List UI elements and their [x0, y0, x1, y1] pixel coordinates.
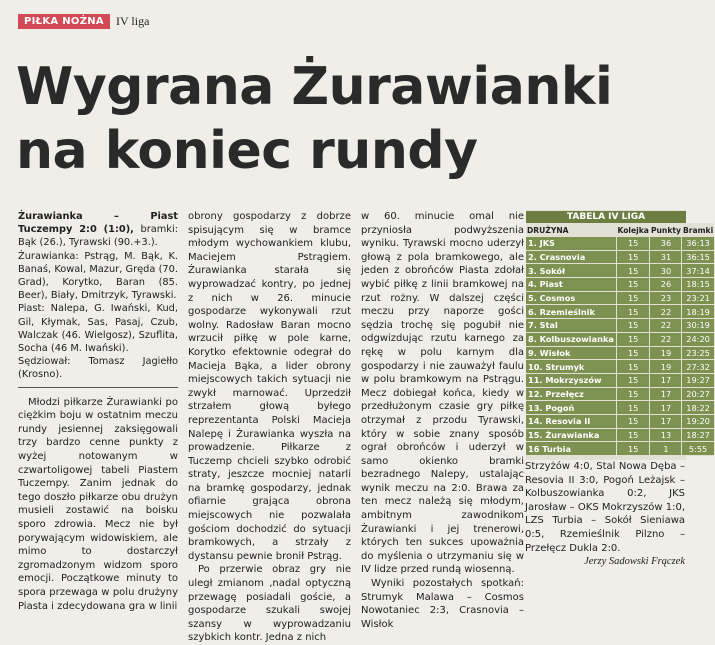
table-cell-points: 22 — [650, 305, 682, 319]
table-cell-team: 14. Resovia II — [526, 414, 616, 428]
table-cell-team: 8. Kolbuszowianka — [526, 332, 616, 346]
table-cell-points: 19 — [650, 360, 682, 374]
table-cell-team: 3. Sokół — [526, 264, 616, 278]
table-cell-goals: 19:20 — [682, 414, 714, 428]
table-cell-team: 1. JKS — [526, 237, 616, 250]
league-tag: IV liga — [115, 14, 150, 28]
header-team: DRUŻYNA — [526, 223, 616, 237]
header-goals: Bramki — [682, 223, 714, 237]
table-cell-goals: 18:15 — [682, 278, 714, 292]
article-text-2: obrony gospodarzy z dobrze spisującym się w bramce młodym wychowankiem klubu, Maciejem Pstrągiem. Żurawianka starała się wyprowadzać kontry, po jednej z nich w 26. minucie gospodarze wykonywali rzut wolny. Radosław Baran mocno wrzucił piłkę w pole karne, Korytko efektownie odegrał do Macieja Bąka, a lider obrony miejscowych takich sytuacji nie zwykł marnować. Uprzedził strzałem głową byłego reprezentanta Polski Macieja Nalepę i Żurawianka wyszła na prowadzenie. Piłkarze z Tuczemp chcieli szybko odrobić straty, jeszcze mocniej natarli na bramkę gospodarzy, jednak ofiarnie grająca obrona miejscowych nie pozwalała gościom dochodzić do sytuacji bramkowych, a strzały z dystansu pewnie bronił Pstrąg. — [188, 211, 351, 562]
section-tag: PIŁKA NOŻNA — [18, 14, 110, 29]
table-cell-goals: 5:55 — [682, 442, 714, 456]
table-cell-points: 19 — [650, 346, 682, 360]
table-cell-points: 13 — [650, 428, 682, 442]
table-cell-team: 6. Rzemieślnik — [526, 305, 616, 319]
lineup-separator — [18, 387, 178, 388]
header-points: Punkty — [650, 223, 682, 237]
headline — [16, 55, 686, 183]
table-cell-team: 15. Żurawianka — [526, 428, 616, 442]
match-score: Żurawianka – Piast Tuczempy 2:0 (1:0), — [18, 211, 178, 236]
headline-line-2: na koniec rundy — [16, 121, 478, 181]
table-cell-games: 15 — [616, 428, 650, 442]
table-cell-points: 17 — [650, 414, 682, 428]
headline-line-1: Wygrana Żurawianki — [16, 57, 613, 117]
other-results — [525, 460, 685, 569]
table-cell-goals: 37:14 — [682, 264, 714, 278]
article-column-3 — [361, 210, 524, 630]
article-column-1 — [18, 210, 178, 612]
table-cell-games: 15 — [616, 442, 650, 456]
table-cell-team: 16 Turbia — [526, 442, 616, 456]
table-cell-points: 1 — [650, 442, 682, 456]
table-cell-goals: 36:15 — [682, 250, 714, 264]
table-cell-team: 4. Piast — [526, 278, 616, 292]
match-result — [18, 210, 178, 250]
table-cell-team: 2. Crasnovia — [526, 250, 616, 264]
table-cell-games: 15 — [616, 414, 650, 428]
table-cell-games: 15 — [616, 346, 650, 360]
table-cell-points: 22 — [650, 319, 682, 333]
table-cell-points: 26 — [650, 278, 682, 292]
table-cell-games: 15 — [616, 387, 650, 401]
league-table-title: TABELA IV LIGA — [526, 211, 686, 223]
table-cell-games: 15 — [616, 237, 650, 250]
table-cell-points: 31 — [650, 250, 682, 264]
author-signature: Jerzy Sadowski Frączek — [584, 556, 685, 568]
table-cell-team: 9. Wisłok — [526, 346, 616, 360]
table-cell-points: 36 — [650, 237, 682, 250]
article-text-1: Młodzi piłkarze Żurawianki po ciężkim boju w ostatnim meczu rundy jesiennej zaksięgowali trzy bardzo cenne punkty z wyżej notowanym w czwartoligowej tabeli Piastem Tuczempy. Zanim jednak do tego doszło piłkarze obu drużyn musieli zostawić na boisku sporo zdrowia. Mecz nie był porywającym widowiskiem, ale mimo to dostarczył zgromadzonym widzom sporo emocji. Początkowe minuty to spora przewaga w polu drużyny Piasta i zdecydowana gra w linii — [18, 396, 178, 612]
table-cell-games: 15 — [616, 332, 650, 346]
table-cell-goals: 36:13 — [682, 237, 714, 250]
table-cell-goals: 18:19 — [682, 305, 714, 319]
table-cell-goals: 18:22 — [682, 401, 714, 415]
table-cell-goals: 20:27 — [682, 387, 714, 401]
table-cell-goals: 24:20 — [682, 332, 714, 346]
table-cell-points: 17 — [650, 373, 682, 387]
article-text-3b: Wyniki pozostałych spotkań: Strumyk Malawa – Cosmos Nowotaniec 2:3, Crasnovia – Wisłok — [361, 578, 524, 630]
table-cell-goals: 19:27 — [682, 373, 714, 387]
table-cell-games: 15 — [616, 305, 650, 319]
table-cell-games: 15 — [616, 373, 650, 387]
home-lineup: Żurawianka: Pstrąg, M. Bąk, K. Banaś, Kowal, Mazur, Gręda (70. Grad), Korytko, Baran (85. Beer), Biały, Dmitrzyk, Tyrawski. — [18, 250, 178, 302]
table-cell-team: 12. Przełęcz — [526, 387, 616, 401]
article-column-4 — [525, 210, 685, 568]
match-scorers: bramki: Bąk (26.), Tyrawski (90.+3.). — [18, 224, 178, 249]
header-games: Kolejka — [616, 223, 650, 237]
section-header — [18, 14, 149, 29]
referee: Sędziował: Tomasz Jagiełło (Krosno). — [18, 356, 178, 381]
table-cell-points: 22 — [650, 332, 682, 346]
table-cell-team: 13. Pogoń — [526, 401, 616, 415]
table-cell-games: 15 — [616, 401, 650, 415]
table-cell-goals: 27:32 — [682, 360, 714, 374]
table-cell-team: 11. Mokrzyszów — [526, 373, 616, 387]
table-cell-games: 15 — [616, 250, 650, 264]
table-cell-games: 15 — [616, 360, 650, 374]
table-cell-team: 5. Cosmos — [526, 291, 616, 305]
table-cell-goals: 23:21 — [682, 291, 714, 305]
article-text-2b: Po przerwie obraz gry nie uległ zmianom ,nadal optyczną przewagę posiadali goście, a gospodarze szukali swojej szansy w wyprowadzaniu szybkich kontr. Jedna z nich — [188, 564, 351, 644]
article-text-4: Strzyżów 4:0, Stal Nowa Dęba – Resovia II 3:0, Pogoń Leżajsk – Kolbuszowianka 0:2, JKS Jarosław – OKS Mokrzyszów 1:0, LZS Turbia – Sokół Sieniawa 0:5, Rzemieślnik Pilzno – Przełęcz Dukla 2:0. — [525, 461, 685, 554]
table-cell-games: 15 — [616, 319, 650, 333]
table-cell-goals: 23:25 — [682, 346, 714, 360]
article-text-3: w 60. minucie omal nie przyniosła podwyższenia wyniku. Tyrawski mocno uderzył głową z pola bramkowego, ale jeden z obrońców Piasta zdołał wybić piłkę z linii bramkowej na rzut rożny. W dalszej części meczu przy naporze gości sędzia trochę się pogubił nie odgwizdując rzutu karnego za rękę w polu karnym dla gospodarzy i nie zauważył faulu w polu bramkowym na Pstrągu. Mecz dobiegał końca, kiedy w przedłużonym czasie gry piłkę otrzymał z przodu Tyrawski, który w sobie znany sposób ograł obrońców i uderzył w samo okienko bramki bezradnego Nalepy, ustalając wynik meczu na 2:0. Brawa za ten mecz należą się młodym, ambitnym zawodnikom Żurawianki i jej trenerowi, których ten sukces upoważnia do myślenia o utrzymaniu się w IV lidze przed rundą wiosenną. — [361, 211, 524, 576]
table-cell-games: 15 — [616, 291, 650, 305]
table-cell-points: 17 — [650, 401, 682, 415]
table-cell-games: 15 — [616, 278, 650, 292]
table-cell-team: 10. Strumyk — [526, 360, 616, 374]
table-cell-points: 23 — [650, 291, 682, 305]
table-cell-goals: 18:27 — [682, 428, 714, 442]
table-cell-goals: 30:19 — [682, 319, 714, 333]
table-cell-games: 15 — [616, 264, 650, 278]
match-lineup — [18, 210, 178, 382]
table-cell-points: 30 — [650, 264, 682, 278]
away-lineup: Piast: Nalepa, G. Iwański, Kud, Gil, Kłymak, Sas, Pasaj, Czub, Walczak (46. Wielgosz), Szuflita, Socha (46 M. Iwański). — [18, 303, 178, 355]
table-cell-team: 7. Stal — [526, 319, 616, 333]
article-column-2 — [188, 210, 351, 644]
table-cell-points: 17 — [650, 387, 682, 401]
